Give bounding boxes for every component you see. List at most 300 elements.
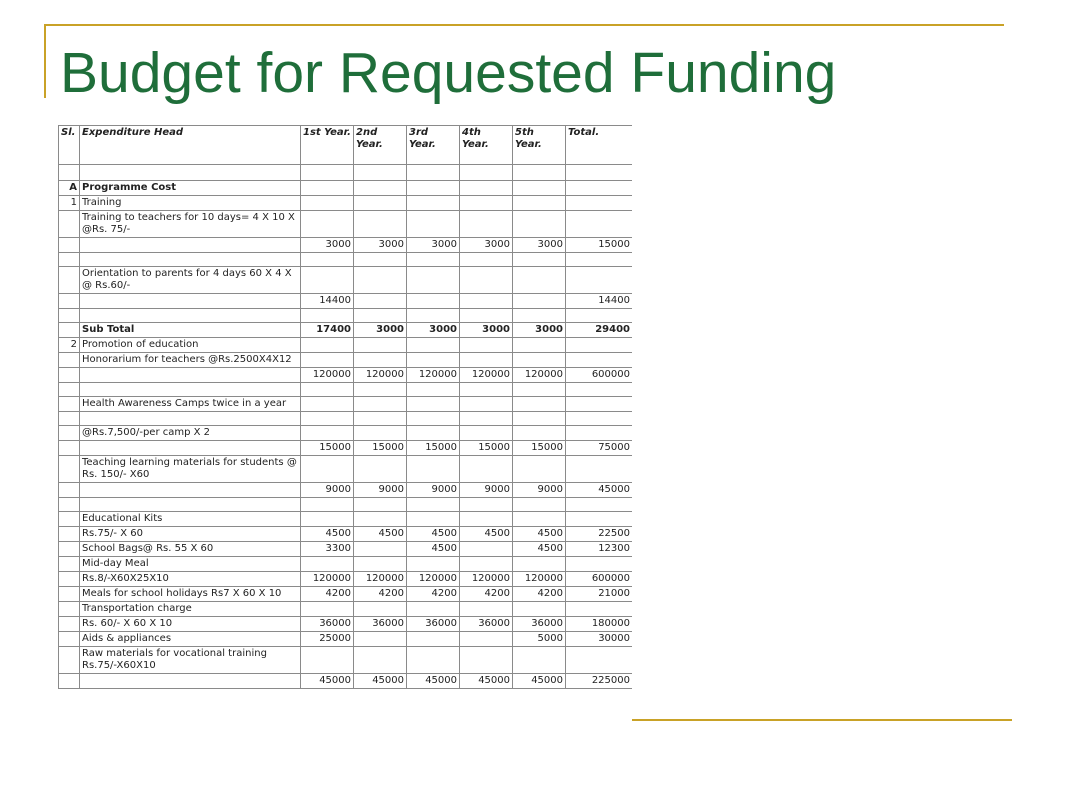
table-row [59,196,633,211]
cell-year-5: 9000 [513,483,566,498]
cell-year-1 [301,181,354,196]
cell-year-3: 9000 [407,483,460,498]
cell-year-1 [301,647,354,674]
cell-year-4: 4500 [460,527,513,542]
cell-expenditure-head: Raw materials for vocational training Rs.75/-X60X10 [80,647,301,674]
cell-total [566,512,633,527]
bottom-rule [632,719,1012,721]
cell-expenditure-head [80,238,301,253]
cell-total [566,647,633,674]
cell-total: 12300 [566,542,633,557]
cell-expenditure-head [80,383,301,397]
cell-expenditure-head [80,441,301,456]
cell-expenditure-head [80,498,301,512]
cell-year-3: 3000 [407,323,460,338]
cell-year-5 [513,498,566,512]
cell-year-5 [513,211,566,238]
cell-year-4 [460,498,513,512]
cell-year-2 [354,253,407,267]
cell-year-5 [513,602,566,617]
cell-total [566,456,633,483]
cell-year-4 [460,512,513,527]
cell-year-5: 120000 [513,368,566,383]
cell-expenditure-head [80,483,301,498]
cell-year-5 [513,267,566,294]
cell-year-4 [460,267,513,294]
cell-year-1 [301,253,354,267]
cell-year-4 [460,542,513,557]
cell-year-3 [407,165,460,181]
cell-year-2: 15000 [354,441,407,456]
cell-year-2 [354,557,407,572]
cell-year-4 [460,632,513,647]
table-row [59,587,633,602]
cell-sl [59,498,80,512]
cell-sl [59,602,80,617]
cell-sl [59,587,80,602]
cell-year-5: 4500 [513,527,566,542]
table-row [59,426,633,441]
cell-expenditure-head [80,368,301,383]
cell-year-5 [513,353,566,368]
cell-year-2 [354,267,407,294]
cell-total [566,267,633,294]
table-row [59,309,633,323]
table-row [59,647,633,674]
cell-year-1 [301,383,354,397]
cell-year-4 [460,181,513,196]
cell-sl: 1 [59,196,80,211]
cell-expenditure-head: Teaching learning materials for students @ Rs. 150/- X60 [80,456,301,483]
cell-total: 14400 [566,294,633,309]
cell-expenditure-head: Transportation charge [80,602,301,617]
budget-table-body [59,165,633,689]
cell-expenditure-head: @Rs.7,500/-per camp X 2 [80,426,301,441]
cell-year-1 [301,412,354,426]
table-row [59,512,633,527]
cell-year-2: 45000 [354,674,407,689]
cell-year-2 [354,353,407,368]
table-row [59,617,633,632]
cell-expenditure-head: Rs.8/-X60X25X10 [80,572,301,587]
cell-year-2: 4200 [354,587,407,602]
table-row [59,397,633,412]
cell-year-1 [301,338,354,353]
cell-year-5 [513,456,566,483]
cell-year-3 [407,383,460,397]
cell-year-2: 120000 [354,368,407,383]
cell-year-5: 4500 [513,542,566,557]
cell-year-1: 15000 [301,441,354,456]
slide-title: Budget for Requested Funding [60,41,837,105]
cell-year-1 [301,397,354,412]
cell-year-1: 17400 [301,323,354,338]
cell-year-4 [460,557,513,572]
cell-year-2 [354,426,407,441]
cell-year-2 [354,294,407,309]
cell-year-5: 36000 [513,617,566,632]
table-row [59,338,633,353]
cell-sl [59,527,80,542]
cell-expenditure-head: Promotion of education [80,338,301,353]
cell-year-5 [513,338,566,353]
cell-year-1: 3000 [301,238,354,253]
cell-year-3 [407,498,460,512]
cell-year-1 [301,353,354,368]
cell-year-1: 120000 [301,368,354,383]
table-row [59,557,633,572]
cell-expenditure-head: Health Awareness Camps twice in a year [80,397,301,412]
cell-year-1: 36000 [301,617,354,632]
cell-year-3: 120000 [407,368,460,383]
cell-year-5 [513,309,566,323]
table-row [59,165,633,181]
cell-sl [59,368,80,383]
cell-year-4: 45000 [460,674,513,689]
cell-year-2: 3000 [354,323,407,338]
header-1st-year: 1st Year. [301,126,354,165]
cell-year-1 [301,498,354,512]
cell-sl [59,572,80,587]
cell-sl [59,412,80,426]
cell-total [566,397,633,412]
cell-year-3 [407,196,460,211]
cell-expenditure-head: Rs. 60/- X 60 X 10 [80,617,301,632]
cell-year-4 [460,196,513,211]
cell-total: 21000 [566,587,633,602]
cell-sl [59,383,80,397]
cell-year-2: 36000 [354,617,407,632]
cell-total: 22500 [566,527,633,542]
cell-year-1 [301,512,354,527]
header-expenditure-head: Expenditure Head [80,126,301,165]
cell-year-2 [354,338,407,353]
cell-year-5 [513,557,566,572]
cell-total [566,211,633,238]
cell-year-1 [301,426,354,441]
table-row [59,674,633,689]
cell-year-3 [407,294,460,309]
cell-year-1: 120000 [301,572,354,587]
cell-year-2 [354,412,407,426]
cell-year-4 [460,353,513,368]
cell-year-2 [354,456,407,483]
cell-expenditure-head: Aids & appliances [80,632,301,647]
cell-sl [59,309,80,323]
cell-year-1 [301,196,354,211]
cell-year-2 [354,542,407,557]
table-row [59,294,633,309]
table-row [59,412,633,426]
cell-year-5: 45000 [513,674,566,689]
cell-year-2: 120000 [354,572,407,587]
table-row [59,353,633,368]
cell-total: 600000 [566,368,633,383]
cell-year-4 [460,456,513,483]
header-3rd-year: 3rd Year. [407,126,460,165]
cell-year-5 [513,294,566,309]
cell-sl [59,323,80,338]
cell-year-4 [460,338,513,353]
cell-year-4: 15000 [460,441,513,456]
cell-expenditure-head: Rs.75/- X 60 [80,527,301,542]
cell-total [566,557,633,572]
cell-year-2 [354,647,407,674]
cell-year-3 [407,557,460,572]
cell-expenditure-head [80,253,301,267]
table-row [59,441,633,456]
cell-year-3 [407,211,460,238]
cell-year-5 [513,426,566,441]
cell-expenditure-head: Orientation to parents for 4 days 60 X 4 X @ Rs.60/- [80,267,301,294]
cell-year-4: 4200 [460,587,513,602]
cell-total [566,602,633,617]
cell-year-3 [407,353,460,368]
cell-year-4 [460,412,513,426]
cell-expenditure-head: Mid-day Meal [80,557,301,572]
cell-year-1: 9000 [301,483,354,498]
cell-year-5: 15000 [513,441,566,456]
cell-total [566,309,633,323]
cell-total [566,165,633,181]
cell-year-4 [460,602,513,617]
cell-year-3 [407,338,460,353]
cell-year-5: 120000 [513,572,566,587]
cell-year-4 [460,309,513,323]
cell-year-1: 4500 [301,527,354,542]
cell-expenditure-head [80,674,301,689]
cell-year-2 [354,498,407,512]
cell-year-2 [354,309,407,323]
budget-table-container [58,125,632,762]
cell-expenditure-head: Training to teachers for 10 days= 4 X 10 X @Rs. 75/- [80,211,301,238]
cell-sl [59,426,80,441]
cell-year-5 [513,512,566,527]
cell-year-2: 9000 [354,483,407,498]
cell-year-1 [301,557,354,572]
cell-expenditure-head: Educational Kits [80,512,301,527]
cell-year-5: 4200 [513,587,566,602]
cell-year-5 [513,383,566,397]
cell-expenditure-head: Meals for school holidays Rs7 X 60 X 10 [80,587,301,602]
cell-year-3 [407,181,460,196]
cell-year-2 [354,397,407,412]
cell-sl [59,542,80,557]
cell-year-2 [354,165,407,181]
cell-year-5 [513,165,566,181]
table-row [59,498,633,512]
cell-sl [59,632,80,647]
cell-year-3 [407,267,460,294]
cell-year-3 [407,647,460,674]
cell-sl [59,647,80,674]
cell-year-4: 36000 [460,617,513,632]
cell-year-3 [407,602,460,617]
cell-sl: 2 [59,338,80,353]
cell-sl [59,512,80,527]
cell-total [566,498,633,512]
cell-year-2 [354,181,407,196]
cell-year-3 [407,512,460,527]
cell-year-4: 3000 [460,323,513,338]
cell-total [566,412,633,426]
cell-total: 180000 [566,617,633,632]
cell-sl [59,267,80,294]
table-row [59,323,633,338]
cell-total [566,253,633,267]
table-row [59,181,633,196]
cell-year-3: 15000 [407,441,460,456]
cell-year-2 [354,602,407,617]
cell-expenditure-head [80,165,301,181]
cell-year-1: 3300 [301,542,354,557]
table-row [59,368,633,383]
cell-year-1: 14400 [301,294,354,309]
cell-expenditure-head: Honorarium for teachers @Rs.2500X4X12 [80,353,301,368]
cell-year-5 [513,181,566,196]
cell-year-4 [460,165,513,181]
cell-total [566,353,633,368]
cell-year-1 [301,602,354,617]
cell-total [566,196,633,211]
cell-year-3: 120000 [407,572,460,587]
cell-expenditure-head: School Bags@ Rs. 55 X 60 [80,542,301,557]
cell-year-1 [301,456,354,483]
cell-sl [59,456,80,483]
header-4th-year: 4th Year. [460,126,513,165]
cell-year-3 [407,632,460,647]
budget-table [58,125,632,689]
table-header-row [59,126,633,165]
top-rule [44,24,1004,26]
cell-year-1: 25000 [301,632,354,647]
cell-year-3 [407,426,460,441]
cell-year-4 [460,647,513,674]
header-2nd-year: 2nd Year. [354,126,407,165]
cell-year-5 [513,397,566,412]
cell-total: 29400 [566,323,633,338]
cell-expenditure-head [80,294,301,309]
cell-year-2 [354,383,407,397]
header-sl: Sl. [59,126,80,165]
cell-total: 15000 [566,238,633,253]
cell-year-2: 3000 [354,238,407,253]
cell-total: 225000 [566,674,633,689]
cell-expenditure-head: Sub Total [80,323,301,338]
table-row [59,253,633,267]
cell-sl [59,165,80,181]
cell-total: 30000 [566,632,633,647]
cell-sl [59,253,80,267]
cell-year-3 [407,253,460,267]
cell-sl [59,353,80,368]
cell-year-4 [460,294,513,309]
cell-sl [59,238,80,253]
cell-year-4: 3000 [460,238,513,253]
cell-expenditure-head: Training [80,196,301,211]
cell-year-4 [460,211,513,238]
table-row [59,632,633,647]
cell-year-2 [354,632,407,647]
cell-year-1 [301,211,354,238]
table-row [59,527,633,542]
cell-year-3 [407,412,460,426]
cell-expenditure-head: Programme Cost [80,181,301,196]
cell-year-2 [354,512,407,527]
cell-year-3: 45000 [407,674,460,689]
cell-year-1: 4200 [301,587,354,602]
cell-year-5: 3000 [513,238,566,253]
cell-year-4: 120000 [460,368,513,383]
left-rule [44,24,46,98]
cell-year-3: 4500 [407,542,460,557]
table-row [59,572,633,587]
cell-year-2 [354,211,407,238]
header-total: Total. [566,126,633,165]
cell-total [566,181,633,196]
cell-year-3: 3000 [407,238,460,253]
header-5th-year: 5th Year. [513,126,566,165]
cell-total [566,338,633,353]
cell-total [566,426,633,441]
cell-sl [59,397,80,412]
cell-year-4 [460,253,513,267]
cell-total: 45000 [566,483,633,498]
cell-year-5 [513,253,566,267]
cell-year-1 [301,309,354,323]
table-row [59,383,633,397]
cell-total: 600000 [566,572,633,587]
table-row [59,267,633,294]
table-row [59,602,633,617]
cell-year-3 [407,456,460,483]
cell-sl [59,674,80,689]
cell-expenditure-head [80,412,301,426]
cell-year-4 [460,397,513,412]
cell-year-3 [407,397,460,412]
cell-sl [59,483,80,498]
cell-sl [59,557,80,572]
cell-year-1: 45000 [301,674,354,689]
cell-year-5 [513,647,566,674]
cell-sl [59,294,80,309]
cell-year-4: 120000 [460,572,513,587]
cell-year-5: 3000 [513,323,566,338]
table-row [59,483,633,498]
cell-total: 75000 [566,441,633,456]
cell-sl [59,441,80,456]
cell-year-2 [354,196,407,211]
cell-total [566,383,633,397]
cell-year-3 [407,309,460,323]
cell-sl [59,211,80,238]
cell-year-5: 5000 [513,632,566,647]
cell-year-4 [460,383,513,397]
table-row [59,238,633,253]
cell-year-4 [460,426,513,441]
cell-year-4: 9000 [460,483,513,498]
cell-year-3: 4500 [407,527,460,542]
cell-expenditure-head [80,309,301,323]
cell-sl [59,617,80,632]
table-row [59,211,633,238]
cell-year-3: 4200 [407,587,460,602]
cell-sl: A [59,181,80,196]
cell-year-1 [301,267,354,294]
cell-year-5 [513,196,566,211]
table-row [59,542,633,557]
cell-year-5 [513,412,566,426]
